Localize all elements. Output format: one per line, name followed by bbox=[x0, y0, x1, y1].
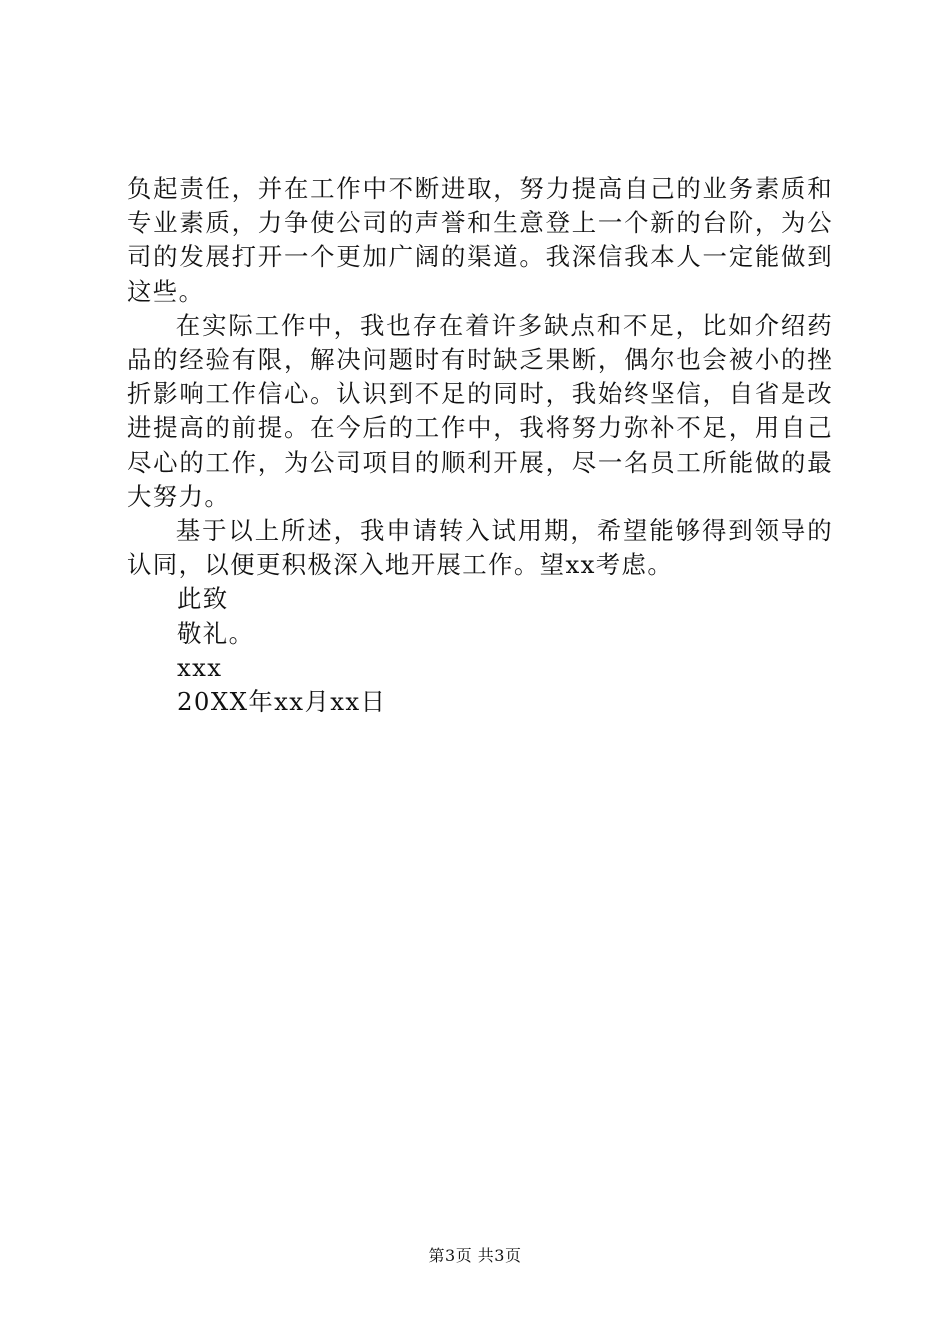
closing-salutation: 此致 bbox=[177, 584, 229, 614]
date-line: 20XX年xx月xx日 bbox=[177, 687, 387, 717]
signature: xxx bbox=[177, 652, 223, 682]
paragraph-continuation: 负起责任，并在工作中不断进取，努力提高自己的业务素质和专业素质，力争使公司的声誉和生意登上一个新的台阶，为公司的发展打开一个更加广阔的渠道。我深信我本人一定能做到这些。 bbox=[127, 174, 833, 306]
closing-regards: 敬礼。 bbox=[177, 618, 255, 648]
paragraph-shortcomings: 在实际工作中，我也存在着许多缺点和不足，比如介绍药品的经验有限，解决问题时有时缺乏果断，偶尔也会被小的挫折影响工作信心。认识到不足的同时，我始终坚信，自省是改进提高的前提。在今后的工作中，我将努力弥补不足，用自己尽心的工作，为公司项目的顺利开展，尽一名员工所能做的最大努力。 bbox=[127, 310, 833, 511]
page-footer: 第3页 共3页 bbox=[428, 1246, 522, 1265]
paragraph-request: 基于以上所述，我申请转入试用期，希望能够得到领导的认同，以便更积极深入地开展工作。望xx考虑。 bbox=[127, 516, 833, 580]
document-body bbox=[127, 172, 833, 719]
